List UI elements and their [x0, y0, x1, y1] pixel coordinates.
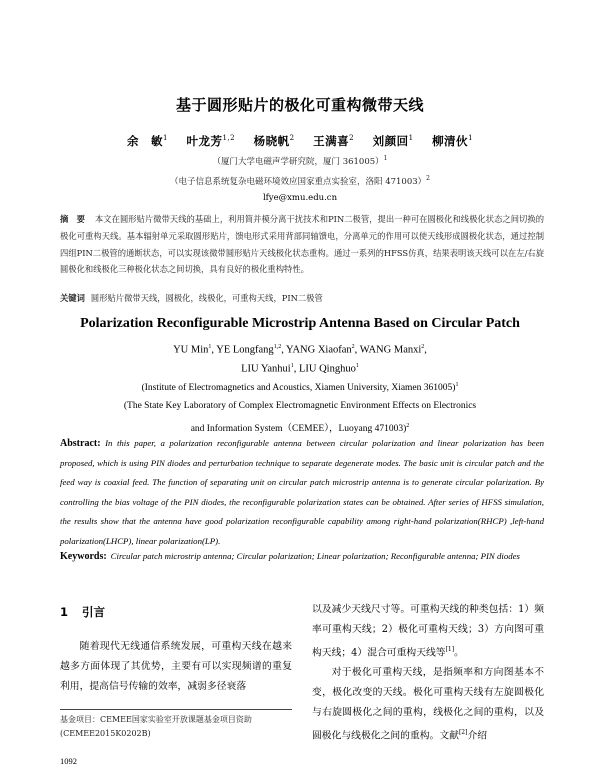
section-title: 引言 [82, 605, 106, 619]
body-right-column [312, 600, 544, 747]
author-cn: 王满喜$^2$ [313, 134, 355, 148]
citation-ref[interactable]: [1] [445, 646, 455, 653]
author-cn: 刘颜回$^1$ [372, 134, 414, 148]
abstract-en [60, 434, 544, 551]
author-cn: 叶龙芳$^{1,2}$ [186, 134, 236, 148]
author-cn: 杨晓帆$^2$ [253, 134, 295, 148]
keywords-cn [60, 292, 323, 304]
keywords-en-text: Circular patch microstrip antenna; Circular polarization; Linear polarization; Reconfigurable antenna; PIN diodes [110, 551, 520, 561]
affiliation-en-1: (Institute of Electromagnetics and Acoustics, Xiamen University, Xiamen 361005)$^1$ [141, 382, 459, 394]
paper-title-cn: 基于圆形贴片的极化可重构微带天线 [175, 96, 424, 114]
affiliation-cn-2: （电子信息系统复杂电磁环境效应国家重点实验室，洛阳 471003）$^2$ [170, 175, 430, 187]
author-list-en-line1: YU Min$^1$, YE Longfang$^{1,2}$, YANG Xiaofan$^2$, WANG Manxi$^2$, [173, 344, 427, 356]
body-right-paragraph-1: 以及减少天线尺寸等。可重构天线的种类包括：1）频率可重构天线；2）极化可重构天线；3）方向图可重构天线；4）混合可重构天线等[1]。 [312, 604, 544, 659]
affiliation-en-2-line2: and Information System（CEMEE），Luoyang 471003)$^2$ [190, 422, 410, 434]
abstract-cn-text: 本文在圆形贴片微带天线的基础上，利用简并模分离干扰技术和PIN二极管，提出一种可在圆极化和线极化状态之间切换的极化可重构天线。基本辐射单元采取圆形贴片，馈电形式采用背部同轴馈电，分离单元的作用可以使天线形成圆极化状态，通过控制四组PIN二极管的通断状态，可以实现该微带圆形贴片天线极化状态重构。通过一系列的HFSS仿真，结果表明该天线可以在左/右旋圆极化和线极化三种极化状态之间切换，具有良好的极化重构特性。 [60, 214, 544, 275]
keywords-en-label: Keywords: [60, 551, 107, 562]
body-right-paragraph-2: 对于极化可重构天线，是指频率和方向图基本不变，极化改变的天线。极化可重构天线有左旋圆极化与右旋圆极化之间的重构，线极化之间的重构，以及圆极化与线极化之间的重构。文献[2]介绍 [312, 667, 544, 742]
abstract-en-label: Abstract: [60, 438, 101, 449]
section-number: 1 [60, 605, 69, 619]
author-email: lfye@xmu.edu.cn [262, 193, 338, 203]
author-cn: 余 敏$^1$ [126, 134, 168, 148]
page-number: 1092 [60, 756, 77, 766]
author-cn: 柳清伙$^1$ [432, 134, 474, 148]
abstract-cn [60, 211, 544, 278]
body-left-paragraph: 随着现代无线通信系统发展，可重构天线在越来越多方面体现了其优势，主要有可以实现频谱的重复利用，提高信号传输的效率，减弱多径衰落 [60, 641, 292, 692]
footnote-divider [60, 709, 292, 710]
abstract-en-text: In this paper, a polarization reconfigurable antenna between circular polarization and linear polarization has been proposed, which is using PIN diodes and perturbation technique to separate degenerate modes. The basic unit is circular patch and the feed way is coaxial feed. The function of separating unit on circular patch microstrip antenna is to generate circular polarization. By controlling the bias voltage of the PIN diodes, the reconfigurable polarization states can be obtained. After series of HFSS simulation, the results show that the antenna have good polarization reconfigurable capability among right-hand polarization(RHCP) ,left-hand polarization(LHCP), linear polarization(LP). [60, 438, 544, 546]
keywords-en [60, 551, 520, 562]
citation-ref[interactable]: [2] [458, 729, 468, 737]
keywords-cn-text: 圆形贴片微带天线，圆极化，线极化，可重构天线，PIN二极管 [90, 293, 323, 303]
author-list-en-line2: LIU Yanhui$^1$, LIU Qinghuo$^1$ [241, 363, 359, 375]
keywords-cn-label: 关键词 [60, 293, 85, 303]
author-list-cn [0, 133, 600, 149]
affiliation-en-2-line1: (The State Key Laboratory of Complex Electromagnetic Environment Effects on Electronics [123, 401, 477, 411]
paper-title-en: Polarization Reconfigurable Microstrip Antenna Based on Circular Patch [80, 316, 520, 331]
abstract-cn-label: 摘 要 [60, 214, 85, 224]
section-heading [60, 604, 105, 620]
affiliation-cn-1: （厦门大学电磁声学研究院，厦门 361005）$^1$ [212, 155, 388, 167]
footnote: 基金项目：CEMEE国家实验室开放课题基金项目资助(CEMEE2015K0202B) [60, 715, 252, 738]
